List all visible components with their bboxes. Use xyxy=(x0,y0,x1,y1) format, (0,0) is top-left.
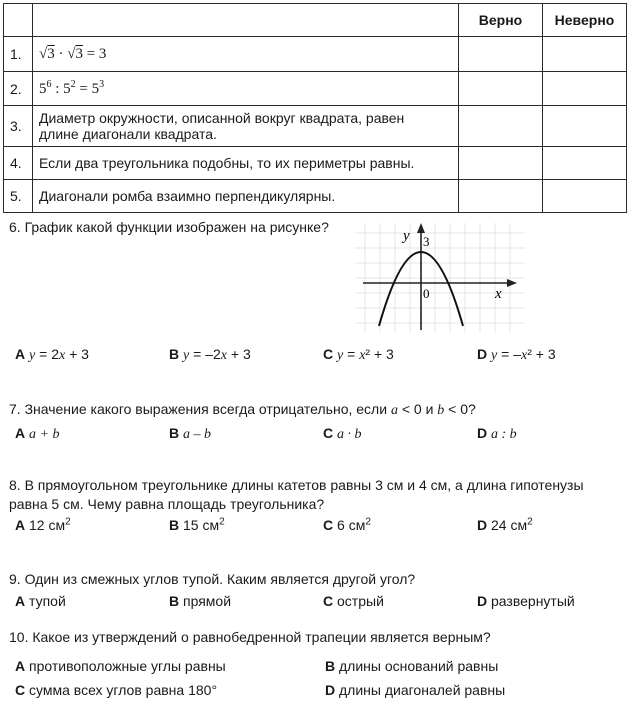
q8-option-d[interactable] xyxy=(477,517,533,533)
verno-checkbox-cell[interactable] xyxy=(459,147,543,180)
neverno-checkbox-cell[interactable] xyxy=(543,36,627,71)
option-expression: a · b xyxy=(337,427,362,442)
header-neverno: Неверно xyxy=(543,4,627,37)
table-row xyxy=(4,36,627,71)
question-10-text: 10. Какое из утверждений о равнобедренной трапеции является верным? xyxy=(9,629,491,645)
option-var-y: y xyxy=(337,348,344,363)
table-row xyxy=(4,147,627,180)
y-axis-arrow-icon xyxy=(417,223,425,233)
statement-cell xyxy=(33,71,459,106)
question-9-text: 9. Один из смежных углов тупой. Каким является другой угол? xyxy=(9,571,416,587)
q8-option-a[interactable] xyxy=(15,517,71,533)
option-expression: a : b xyxy=(491,427,517,442)
radicand: 3 xyxy=(47,46,55,63)
option-letter: D xyxy=(477,517,488,533)
y-tick-label: 3 xyxy=(423,234,430,249)
table-header-row xyxy=(4,4,627,37)
q7-option-c[interactable] xyxy=(323,425,362,443)
q9-option-a[interactable] xyxy=(15,593,66,609)
origin-label: 0 xyxy=(423,286,430,301)
condition-part: < 0 и xyxy=(397,401,434,417)
question-7-text xyxy=(9,401,476,419)
option-letter: B xyxy=(169,517,180,533)
option-letter: A xyxy=(15,593,26,609)
var-b: b xyxy=(437,403,445,418)
q6-option-b[interactable] xyxy=(169,346,251,364)
option-text: 6 см xyxy=(337,517,366,533)
sqrt-expression xyxy=(39,46,106,62)
question-8-line1: 8. В прямоугольном треугольнике длины катетов равны 3 см и 4 см, а длина гипотенузы xyxy=(9,477,584,493)
row-number: 3. xyxy=(4,106,33,147)
exponent: 6 xyxy=(46,79,52,91)
y-axis-label: y xyxy=(403,228,410,244)
option-letter: C xyxy=(323,593,334,609)
verno-checkbox-cell[interactable] xyxy=(459,106,543,147)
result: = 3 xyxy=(86,46,107,63)
option-letter: C xyxy=(15,682,26,698)
x-axis-arrow-icon xyxy=(507,279,517,287)
option-text: длины диагоналей равны xyxy=(339,682,506,698)
exponent: 2 xyxy=(70,79,76,91)
q9-option-d[interactable] xyxy=(477,593,575,609)
verno-checkbox-cell[interactable] xyxy=(459,71,543,106)
option-letter: A xyxy=(15,658,26,674)
sqrt-icon: √ xyxy=(67,46,76,63)
option-text: длины оснований равны xyxy=(339,658,499,674)
neverno-checkbox-cell[interactable] xyxy=(543,147,627,180)
option-part: = 2 xyxy=(35,346,59,362)
row-number: 4. xyxy=(4,147,33,180)
option-var-x: x xyxy=(520,348,528,363)
option-letter: C xyxy=(323,346,334,362)
q6-option-d[interactable] xyxy=(477,346,556,364)
option-part: = xyxy=(343,346,360,362)
radicand: 3 xyxy=(75,46,83,63)
power-expression xyxy=(39,81,104,97)
question-text-part: 7. Значение какого выражения всегда отрицательно, если xyxy=(9,401,391,417)
option-letter: B xyxy=(169,425,180,441)
multiply-sign: · xyxy=(58,46,64,63)
option-part: = –2 xyxy=(189,346,221,362)
q9-option-c[interactable] xyxy=(323,593,384,609)
option-var-x: x xyxy=(359,348,366,363)
option-letter: A xyxy=(15,517,26,533)
q10-option-b[interactable] xyxy=(325,658,498,674)
option-letter: C xyxy=(323,517,334,533)
var-a: a xyxy=(390,403,398,418)
q7-option-b[interactable] xyxy=(169,425,211,443)
option-letter: A xyxy=(15,425,26,441)
condition-part: < 0? xyxy=(444,401,476,417)
parabola-graph xyxy=(345,218,530,338)
option-letter: D xyxy=(325,682,336,698)
q10-option-c[interactable] xyxy=(15,682,217,698)
option-var-y: y xyxy=(491,348,498,363)
base: 5 xyxy=(63,81,71,98)
option-var-x: x xyxy=(220,348,227,363)
q7-option-a[interactable] xyxy=(15,425,59,443)
question-6-text: 6. График какой функции изображен на рисунке? xyxy=(9,219,329,235)
neverno-checkbox-cell[interactable] xyxy=(543,180,627,213)
option-part: ² + 3 xyxy=(365,346,394,362)
table-row xyxy=(4,180,627,213)
verno-checkbox-cell[interactable] xyxy=(459,36,543,71)
option-text: острый xyxy=(337,593,384,609)
option-letter: D xyxy=(477,593,488,609)
option-text: сумма всех углов равна 180° xyxy=(29,682,218,698)
option-text: 12 см xyxy=(29,517,66,533)
question-8-line2: равна 5 см. Чему равна площадь треугольника? xyxy=(9,496,325,512)
statement-cell: Диагонали ромба взаимно перпендикулярны. xyxy=(33,180,459,213)
option-part: + 3 xyxy=(65,346,89,362)
table-row xyxy=(4,106,627,147)
table-row xyxy=(4,71,627,106)
header-verno: Верно xyxy=(459,4,543,37)
statement-cell: Если два треугольника подобны, то их периметры равны. xyxy=(33,147,459,180)
statement-cell xyxy=(33,36,459,71)
option-text: противоположные углы равны xyxy=(29,658,226,674)
header-empty-num xyxy=(4,4,33,37)
option-superscript: 2 xyxy=(65,516,71,528)
row-number: 1. xyxy=(4,36,33,71)
option-letter: B xyxy=(169,346,180,362)
option-expression: a – b xyxy=(183,427,212,442)
q6-option-a[interactable] xyxy=(15,346,89,364)
option-superscript: 2 xyxy=(527,516,533,528)
option-text: прямой xyxy=(183,593,232,609)
equals-sign: = xyxy=(79,81,88,98)
row-number: 2. xyxy=(4,71,33,106)
option-superscript: 2 xyxy=(219,516,225,528)
divide-sign: : xyxy=(55,81,60,98)
option-letter: A xyxy=(15,346,26,362)
option-text: 24 см xyxy=(491,517,528,533)
exponent: 3 xyxy=(99,79,105,91)
base: 5 xyxy=(91,81,100,98)
q10-option-a[interactable] xyxy=(15,658,226,674)
option-letter: B xyxy=(169,593,180,609)
x-axis-label: x xyxy=(495,286,502,302)
q8-option-b[interactable] xyxy=(169,517,225,533)
option-text: развернутый xyxy=(491,593,575,609)
option-var-y: y xyxy=(29,348,36,363)
option-part: + 3 xyxy=(226,346,251,362)
option-letter: D xyxy=(477,346,488,362)
verno-checkbox-cell[interactable] xyxy=(459,180,543,213)
q9-option-b[interactable] xyxy=(169,593,231,609)
option-expression: a + b xyxy=(29,427,60,442)
true-false-table xyxy=(3,3,627,213)
option-part: = – xyxy=(497,346,521,362)
q8-option-c[interactable] xyxy=(323,517,371,533)
option-part: ² + 3 xyxy=(527,346,556,362)
option-var-x: x xyxy=(58,348,66,363)
option-var-y: y xyxy=(183,348,190,363)
q10-option-d[interactable] xyxy=(325,682,505,698)
option-letter: C xyxy=(323,425,334,441)
neverno-checkbox-cell[interactable] xyxy=(543,71,627,106)
option-letter: B xyxy=(325,658,336,674)
header-empty-statement xyxy=(33,4,459,37)
sqrt-icon: √ xyxy=(39,46,48,63)
row-number: 5. xyxy=(4,180,33,213)
statement-cell: Диаметр окружности, описанной вокруг квадрата, равен длине диагонали квадрата. xyxy=(33,106,459,147)
neverno-checkbox-cell[interactable] xyxy=(543,106,627,147)
base: 5 xyxy=(39,81,47,98)
graph-grid xyxy=(355,223,525,333)
q6-option-c[interactable] xyxy=(323,346,394,364)
option-text: тупой xyxy=(29,593,66,609)
option-text: 15 см xyxy=(183,517,220,533)
q7-option-d[interactable] xyxy=(477,425,517,443)
option-superscript: 2 xyxy=(365,516,371,528)
option-letter: D xyxy=(477,425,488,441)
